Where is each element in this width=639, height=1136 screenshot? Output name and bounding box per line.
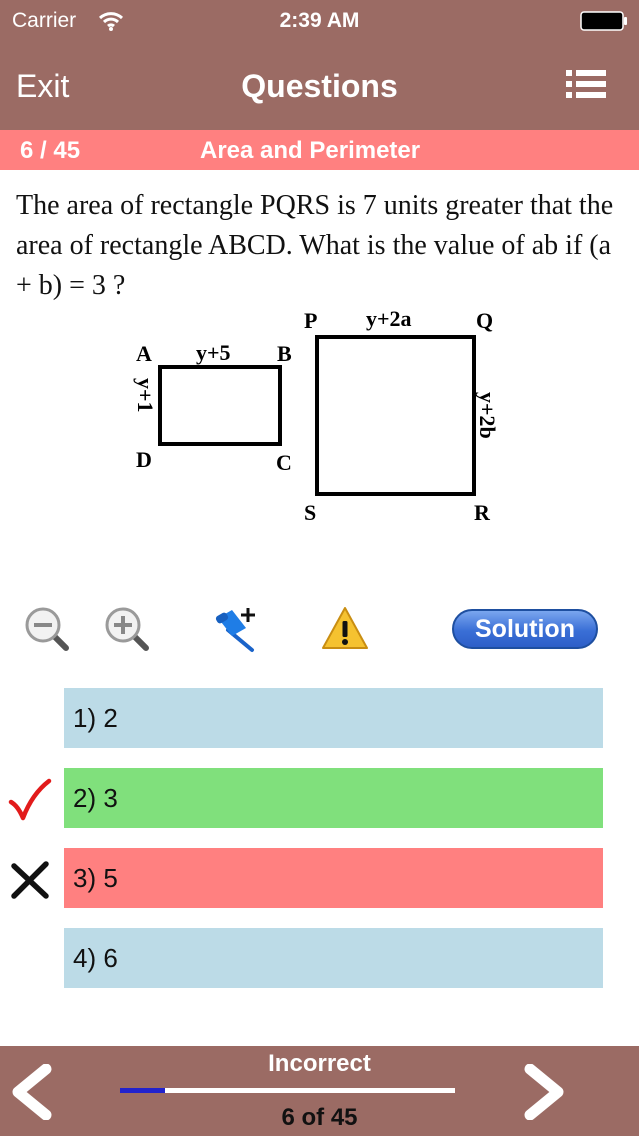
question-text: The area of rectangle PQRS is 7 units greater that the area of rectangle ABCD. What is the value of ab if (a + b) = 3 ?: [16, 190, 614, 301]
large-top-label: y+2a: [366, 306, 412, 331]
carrier-label: Carrier: [12, 9, 77, 32]
answer-result-label: Incorrect: [268, 1050, 371, 1077]
small-side-label: y+1: [133, 378, 158, 413]
exit-button[interactable]: Exit: [16, 68, 70, 104]
progress-bar: [120, 1088, 455, 1093]
vertex-d: D: [136, 447, 152, 472]
list-menu-icon[interactable]: [566, 68, 606, 100]
next-arrow-icon[interactable]: [522, 1064, 568, 1120]
question-subheader: [0, 130, 639, 170]
vertex-c: C: [276, 450, 292, 475]
zoom-in-icon[interactable]: [102, 604, 152, 654]
nav-bar: [0, 40, 639, 130]
answer-option-4[interactable]: 4) 6: [64, 928, 603, 988]
small-top-label: y+5: [196, 340, 231, 365]
cross-mark-icon: [8, 858, 52, 902]
question-topic: Area and Perimeter: [200, 137, 421, 164]
status-bar: [0, 0, 639, 40]
vertex-a: A: [136, 341, 152, 366]
footer-bar: [0, 1046, 639, 1136]
large-side-label: y+2b: [475, 392, 500, 439]
vertex-r: R: [474, 500, 490, 525]
solution-button[interactable]: Solution: [452, 609, 598, 649]
vertex-q: Q: [476, 308, 494, 333]
vertex-s: S: [304, 500, 317, 525]
question-figure: [120, 300, 520, 540]
warning-icon[interactable]: [320, 604, 370, 654]
vertex-p: P: [304, 308, 318, 333]
zoom-out-icon[interactable]: [22, 604, 72, 654]
vertex-b: B: [277, 341, 292, 366]
pin-add-icon[interactable]: [212, 604, 262, 654]
battery-icon: [580, 11, 628, 31]
rectangle-abcd: [160, 367, 280, 444]
answer-option-2[interactable]: 2) 3: [64, 768, 603, 828]
question-toolbar: [0, 600, 639, 656]
question-counter: 6 / 45: [20, 137, 81, 164]
page-title: Questions: [241, 68, 398, 104]
status-time: 2:39 AM: [279, 9, 360, 32]
check-mark-icon: [8, 778, 52, 822]
rectangle-pqrs: [317, 337, 474, 494]
progress-bar-fill: [120, 1088, 165, 1093]
question-position: 6 of 45: [281, 1104, 358, 1131]
answer-option-1[interactable]: 1) 2: [64, 688, 603, 748]
answer-option-3[interactable]: 3) 5: [64, 848, 603, 908]
